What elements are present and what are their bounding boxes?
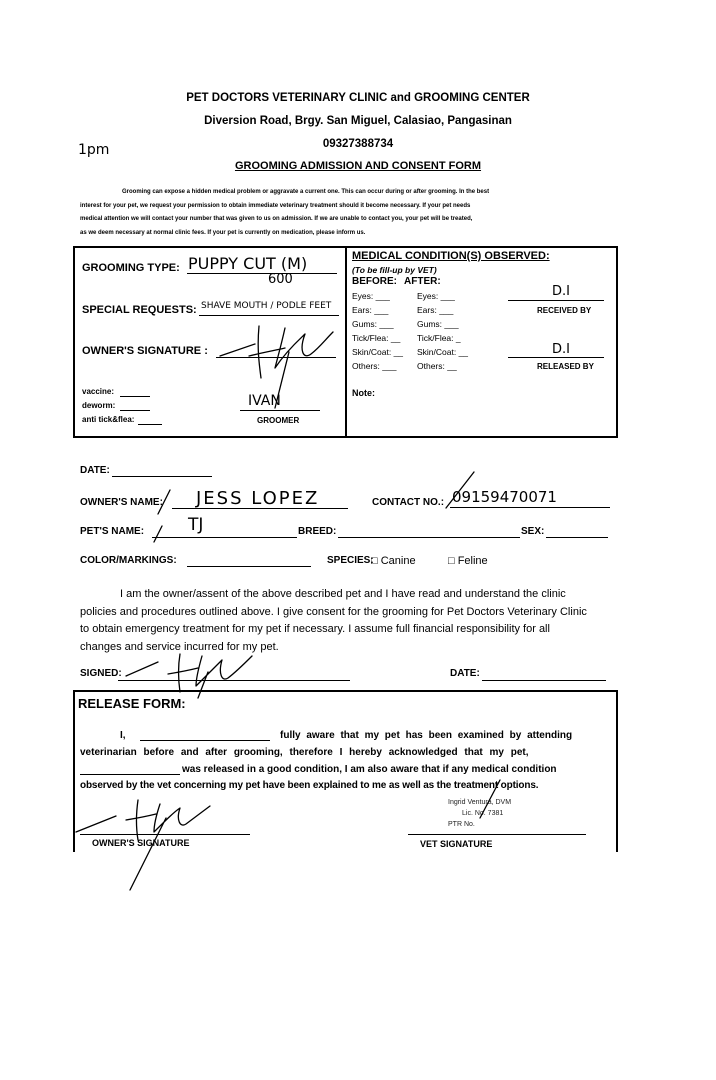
clinic-address: Diversion Road, Brgy. San Miguel, Calasiao, Pangasinan [204,115,512,127]
pet-name-label: PET'S NAME: [80,526,145,537]
after-item: Eyes: ___ [417,291,455,301]
release-owner-signature-line [80,834,250,835]
sex-label: SEX: [521,526,545,537]
antitick-label: anti tick&flea: [82,415,135,424]
groomer-name[interactable]: IVAN [248,393,281,409]
breed-line [338,537,520,538]
owner-name-label: OWNER'S NAME: [80,497,163,508]
vet-signature-label: VET SIGNATURE [420,839,493,849]
stamp-ptr: PTR No. [448,821,475,828]
after-item: Skin/Coat: __ [417,347,469,357]
deworm-line [120,410,150,411]
antitick-line [138,424,162,425]
consent-line: policies and procedures outlined above. I give consent for the grooming for Pet Doctors Veterinary Clinic [80,605,587,618]
intro-line: as we deem necessary at normal clinic fees. If your pet is currently on medication, please inform us. [80,229,366,236]
owner-name-mark [140,480,200,550]
release-line4: observed by the vet concerning my pet have been explained to me as well as the treatment options. [80,780,539,791]
grooming-type-label: GROOMING TYPE: [82,262,180,274]
before-item: Others: ___ [352,361,397,371]
special-requests-line [199,315,339,316]
owner-signature-label: OWNER'S SIGNATURE : [82,345,208,357]
intro-paragraph [80,186,640,240]
received-by-label: RECEIVED BY [537,306,592,315]
sex-line [546,537,608,538]
feline-checkbox[interactable]: □ Feline [448,555,488,567]
contact-mark [440,468,480,513]
breed-label: BREED: [298,526,337,537]
intro-line: Grooming can expose a hidden medical problem or aggravate a current one. This can occur during or after grooming. In the best [122,189,490,195]
pet-name-value[interactable]: TJ [188,515,204,535]
signed-label: SIGNED: [80,668,122,679]
release-line1: fully aware that my pet has been examined by attending [280,730,573,741]
groomer-line [240,410,320,411]
margin-note: 1pm [78,142,110,158]
note-label: Note: [352,388,375,398]
released-by-line [508,357,604,358]
contact-value[interactable]: 09159470071 [452,488,557,506]
consent-date-line [482,680,606,681]
special-requests-label: SPECIAL REQUESTS: [82,304,197,316]
vet-signature-mark [476,776,506,822]
consent-line: to obtain emergency treatment for my pet if necessary. I assume full financial responsibility for all [80,623,550,635]
after-label: AFTER: [404,276,441,287]
after-item: Ears: ___ [417,305,454,315]
released-by-value[interactable]: D.I [552,342,570,357]
medical-subtitle: (To be fill-up by VET) [352,265,437,275]
after-item: Gums: ___ [417,319,459,329]
clinic-phone: 09327388734 [322,138,394,150]
release-line2: veterinarian before and after grooming, therefore I hereby acknowledged that my pet, [80,747,529,758]
before-item: Eyes: ___ [352,291,390,301]
clinic-name: PET DOCTORS VETERINARY CLINIC and GROOMING CENTER [186,92,530,104]
received-by-value[interactable]: D.I [552,284,570,299]
consent-line: I am the owner/assent of the above described pet and I have read and understand the clinic [120,588,566,600]
before-item: Ears: ___ [352,305,389,315]
form-title: GROOMING ADMISSION AND CONSENT FORM [234,160,482,172]
release-line3: was released in a good condition, I am also aware that if any medical condition [182,764,557,775]
grooming-type-value[interactable]: PUPPY CUT (M) [188,254,308,273]
intro-line: medical attention we will contact your number that was given to us on admission. If we are unable to contact you, your pet will be treated, [80,216,473,222]
before-list [352,291,404,375]
consent-date-label: DATE: [450,668,480,679]
before-item: Skin/Coat: __ [352,347,404,357]
vaccine-label: vaccine: [82,387,115,396]
before-item: Gums: ___ [352,319,394,329]
canine-checkbox[interactable]: □ Canine [371,555,416,567]
release-name-line [140,740,270,741]
released-by-label: RELEASED BY [537,362,594,371]
contact-label: CONTACT NO.: [372,497,445,508]
intro-line: interest for your pet, we request your permission to obtain immediate veterinary treatment should it become necessary. If your pet needs [80,202,471,209]
date-label: DATE: [80,465,110,476]
vaccine-line [120,396,150,397]
groomer-label: GROOMER [257,416,300,425]
grooming-price: 600 [268,272,293,287]
consent-paragraph [80,586,615,656]
special-requests-value[interactable]: SHAVE MOUTH / PODLE FEET [201,301,332,311]
grooming-type-line [187,273,337,274]
species-label: SPECIES: [327,555,374,566]
after-item: Others: __ [417,361,457,371]
stamp-name: Ingrid Ventura, DVM [448,799,512,806]
after-list [417,291,477,375]
before-label: BEFORE: [352,276,397,287]
release-pet-line [80,774,180,775]
deworm-label: deworm: [82,401,116,410]
after-item: Tick/Flea: _ [417,333,461,343]
date-line [112,476,212,477]
release-owner-signature-label: OWNER'S SIGNATURE [92,838,190,848]
owner-name-value[interactable]: JESS LOPEZ [196,488,320,509]
vet-signature-line [408,834,586,835]
stamp-lic: Lic. No. 7381 [462,810,504,817]
received-by-line [508,300,604,301]
medical-title: MEDICAL CONDITION(S) OBSERVED: [352,250,550,262]
release-title: RELEASE FORM: [78,696,186,711]
before-item: Tick/Flea: __ [352,333,401,343]
box-divider [345,246,347,436]
consent-line: changes and service incurred for my pet. [80,640,279,653]
release-i: I, [120,730,126,741]
color-line [187,566,311,567]
color-label: COLOR/MARKINGS: [80,555,177,566]
